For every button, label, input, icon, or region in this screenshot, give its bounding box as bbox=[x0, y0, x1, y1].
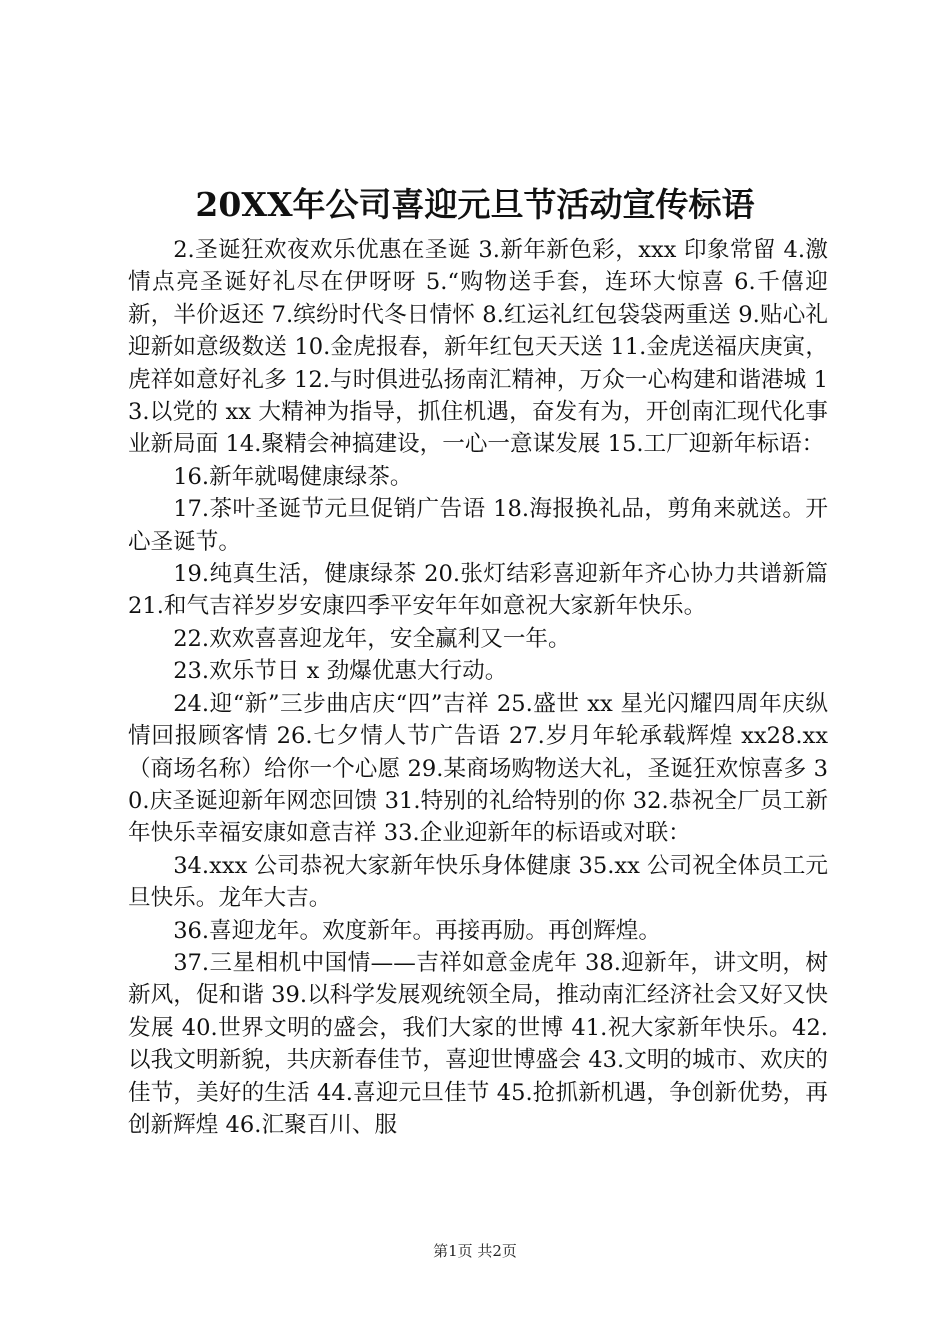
paragraph: 34.xxx 公司恭祝大家新年快乐身体健康 35.xx 公司祝全体员工元旦快乐。龙年大吉。 bbox=[128, 852, 828, 912]
paragraph: 17.茶叶圣诞节元旦促销广告语 18.海报换礼品，剪角来就送。开心圣诞节。 bbox=[128, 496, 828, 555]
paragraph: 36.喜迎龙年。欢度新年。再接再励。再创辉煌。 bbox=[173, 917, 661, 944]
page-number-footer: 第1页 共2页 bbox=[433, 1242, 517, 1260]
paragraph: 37.三星相机中国情——吉祥如意金虎年 38.迎新年，讲文明，树新风，促和谐 39.以科学发展观统领全局，推动南汇经济社会又好又快发展 40.世界文明的盛会，我们大家的世博 41.祝大家新年快乐。42.以我文明新貌，共庆新春佳节，喜迎世博盛会 43.文明的城市、欢庆的佳节，美好的生活 44.喜迎元旦佳节 45.抢抓新机遇，争创新优势，再创新辉煌 46.汇聚百川、服 bbox=[128, 949, 828, 1138]
paragraph: 23.欢乐节日 x 劲爆优惠大行动。 bbox=[173, 658, 508, 685]
paragraph: 2.圣诞狂欢夜欢乐优惠在圣诞 3.新年新色彩，xxx 印象常留 4.激情点亮圣诞好礼尽在伊呀呀 5.“购物送手套，连环大惊喜 6.千僖迎新，半价返还 7.缤纷时代冬日情怀 8.红运礼红包袋袋两重送 9.贴心礼迎新如意级数送 10.金虎报春，新年红包天天送 11.金虎送福庆庚寅，虎祥如意好礼多 12.与时俱进弘扬南汇精神，万众一心构建和谐港城 13.以党的 xx 大精神为指导，抓住机遇，奋发有为，开创南汇现代化事业新局面 14.聚精会神搞建设，一心一意谋发展 15.工厂迎新年标语： bbox=[128, 237, 828, 458]
paragraph: 24.迎“新”三步曲店庆“四”吉祥 25.盛世 xx 星光闪耀四周年庆纵情回报顾客情 26.七夕情人节广告语 27.岁月年轮承载辉煌 xx28.xx（商场名称）给你一个心愿 29.某商场购物送大礼，圣诞狂欢惊喜多 30.庆圣诞迎新年网恋回馈 31.特别的礼给特别的你 32.恭祝全厂员工新年快乐幸福安康如意吉祥 33.企业迎新年的标语或对联： bbox=[128, 690, 828, 847]
document-body bbox=[128, 234, 828, 1141]
document-title: 20XX年公司喜迎元旦节活动宣传标语 bbox=[195, 185, 755, 224]
paragraph: 16.新年就喝健康绿茶。 bbox=[173, 463, 413, 490]
paragraph: 22.欢欢喜喜迎龙年，安全赢利又一年。 bbox=[173, 625, 571, 652]
paragraph: 19.纯真生活，健康绿茶 20.张灯结彩喜迎新年齐心协力共谱新篇 21.和气吉祥岁岁安康四季平安年年如意祝大家新年快乐。 bbox=[128, 561, 828, 620]
